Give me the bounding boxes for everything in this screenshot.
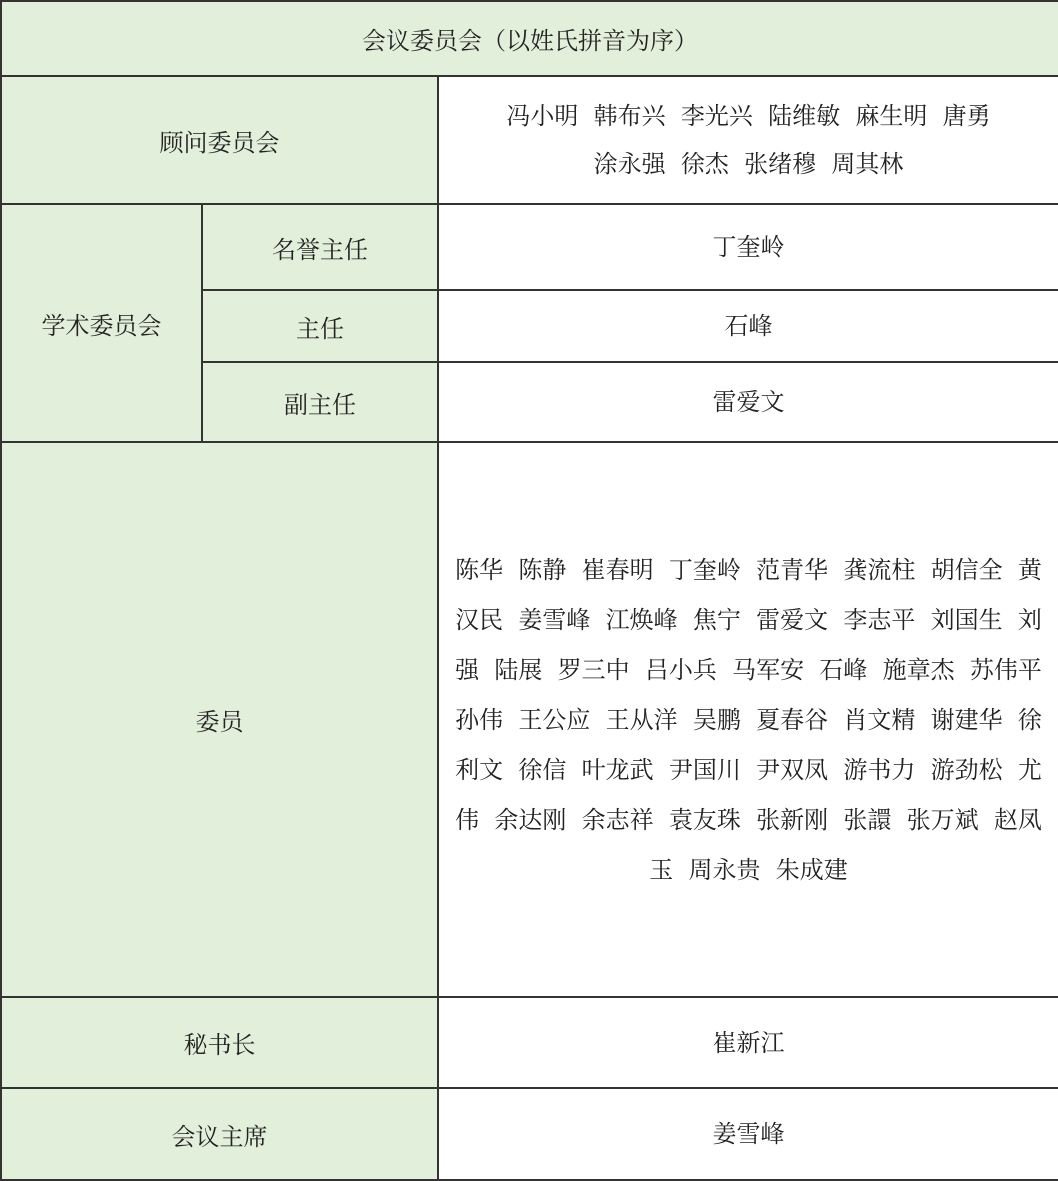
advisory-committee-members xyxy=(438,76,1058,204)
honorary-director-label: 名誉主任 xyxy=(202,204,438,290)
advisory-committee-label: 顾问委员会 xyxy=(1,76,438,204)
deputy-director-value: 雷爱文 xyxy=(438,362,1058,442)
director-label: 主任 xyxy=(202,290,438,362)
director-value: 石峰 xyxy=(438,290,1058,362)
honorary-director-value: 丁奎岭 xyxy=(438,204,1058,290)
table-title: 会议委员会（以姓氏拼音为序） xyxy=(1,1,1058,76)
secretary-general-label: 秘书长 xyxy=(1,997,438,1088)
members-list: 陈华 陈静 崔春明 丁奎岭 范青华 龚流柱 胡信全 黄汉民 姜雪峰 江焕峰 焦宁 雷爱文 李志平 刘国生 刘强 陆展 罗三中 吕小兵 马军安 石峰 施章杰 苏伟平 孙伟 王公应 王从洋 吴鹏 夏春谷 肖文精 谢建华 徐利文 徐信 叶龙武 尹国川 尹双凤 游书力 游劲松 尤伟 余达刚 余志祥 袁友珠 张新刚 张譞 张万斌 赵凤玉 周永贵 朱成建 xyxy=(438,442,1058,997)
secretary-general-value: 崔新江 xyxy=(438,997,1058,1088)
deputy-director-label: 副主任 xyxy=(202,362,438,442)
academic-committee-label: 学术委员会 xyxy=(1,204,202,442)
advisory-line-2: 涂永强 徐杰 张绪穆 周其林 xyxy=(593,150,904,178)
conference-chair-value: 姜雪峰 xyxy=(438,1088,1058,1180)
conference-chair-label: 会议主席 xyxy=(1,1088,438,1180)
advisory-line-1: 冯小明 韩布兴 李光兴 陆维敏 麻生明 唐勇 xyxy=(506,102,991,130)
members-label: 委员 xyxy=(1,442,438,997)
